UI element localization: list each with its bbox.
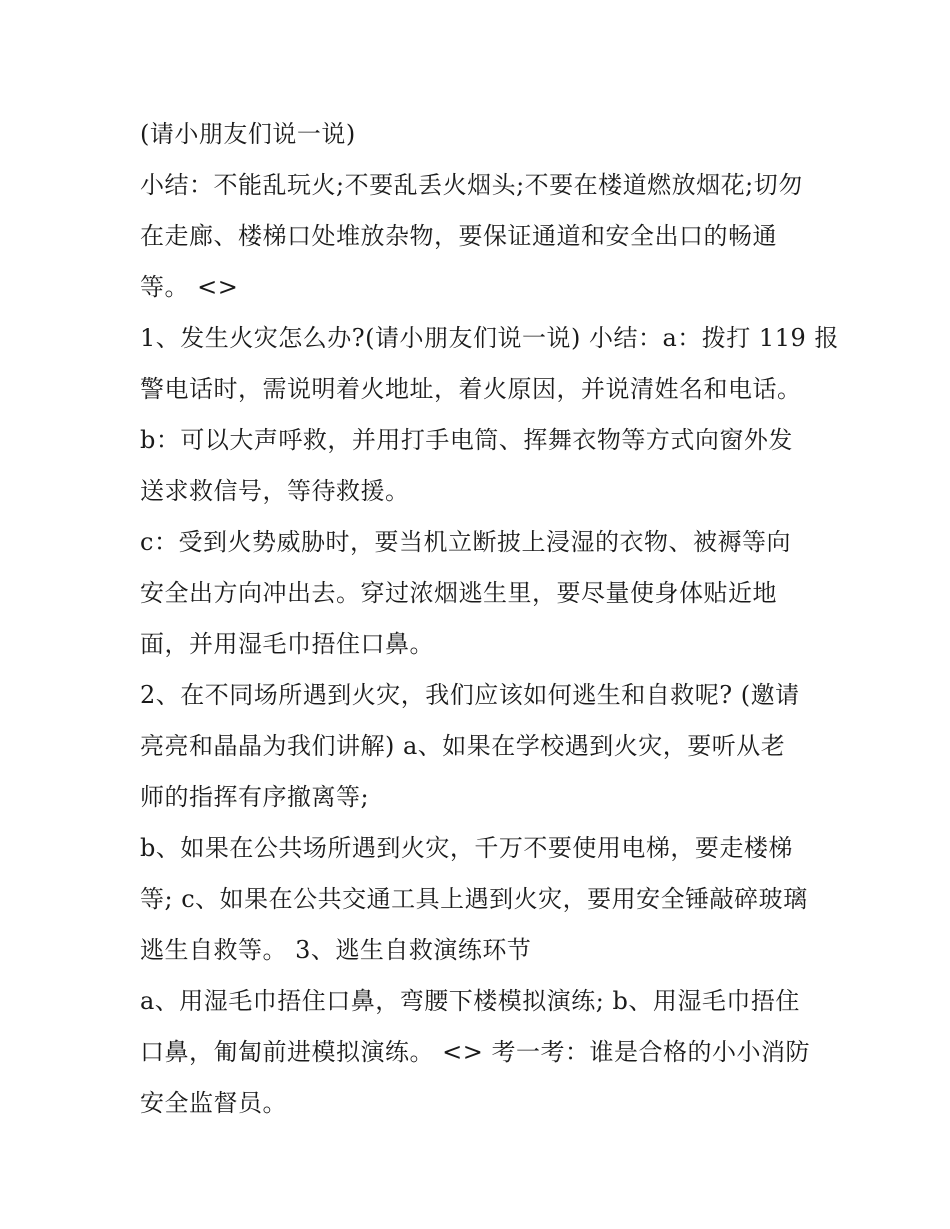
text-line: c：受到火势威胁时，要当机立断披上浸湿的衣物、被褥等向: [140, 528, 791, 556]
text-line: a、用湿毛巾捂住口鼻，弯腰下楼模拟演练; b、用湿毛巾捂住: [140, 987, 800, 1015]
paragraph-public-places: [140, 823, 820, 976]
paragraph-drill: [140, 976, 820, 1129]
text-line: 在走廊、楼梯口处堆放杂物，要保证通道和安全出口的畅通: [140, 222, 777, 250]
text-line: (请小朋友们说一说): [140, 120, 356, 148]
text-line: 面，并用湿毛巾捂住口鼻。: [140, 630, 434, 658]
text-line: 逃生自救等。 3、逃生自救演练环节: [140, 936, 532, 964]
text-line: b：可以大声呼救，并用打手电筒、挥舞衣物等方式向窗外发: [140, 426, 793, 454]
text-line: 师的指挥有序撤离等;: [140, 783, 370, 811]
text-line: 等。 <>: [140, 273, 239, 301]
paragraph-item-1: [140, 313, 839, 415]
paragraph-item-c: [140, 517, 820, 670]
text-line: 送求救信号，等待救援。: [140, 477, 410, 505]
paragraph-item-b: [140, 415, 820, 517]
text-line: 警电话时，需说明着火地址，着火原因，并说清姓名和电话。: [140, 375, 802, 403]
text-line: 安全监督员。: [140, 1089, 287, 1117]
text-line: b、如果在公共场所遇到火灾，千万不要使用电梯，要走楼梯: [140, 834, 793, 862]
text-line: 1、发生火灾怎么办?(请小朋友们说一说) 小结：a：拨打 119 报: [140, 324, 839, 352]
text-line: 亮亮和晶晶为我们讲解) a、如果在学校遇到火灾，要听从老: [140, 732, 786, 760]
paragraph-prompt: [140, 109, 820, 160]
paragraph-summary: [140, 160, 820, 313]
document-body: [140, 109, 839, 1129]
text-line: 小结：不能乱玩火;不要乱丢火烟头;不要在楼道燃放烟花;切勿: [140, 171, 803, 199]
text-line: 安全出方向冲出去。穿过浓烟逃生里，要尽量使身体贴近地: [140, 579, 777, 607]
text-line: 口鼻，匍匐前进模拟演练。 <> 考一考：谁是合格的小小消防: [140, 1038, 810, 1066]
paragraph-item-2: [140, 670, 820, 823]
text-line: 等; c、如果在公共交通工具上遇到火灾，要用安全锤敲碎玻璃: [140, 885, 808, 913]
text-line: 2、在不同场所遇到火灾，我们应该如何逃生和自救呢? (邀请: [140, 681, 800, 709]
